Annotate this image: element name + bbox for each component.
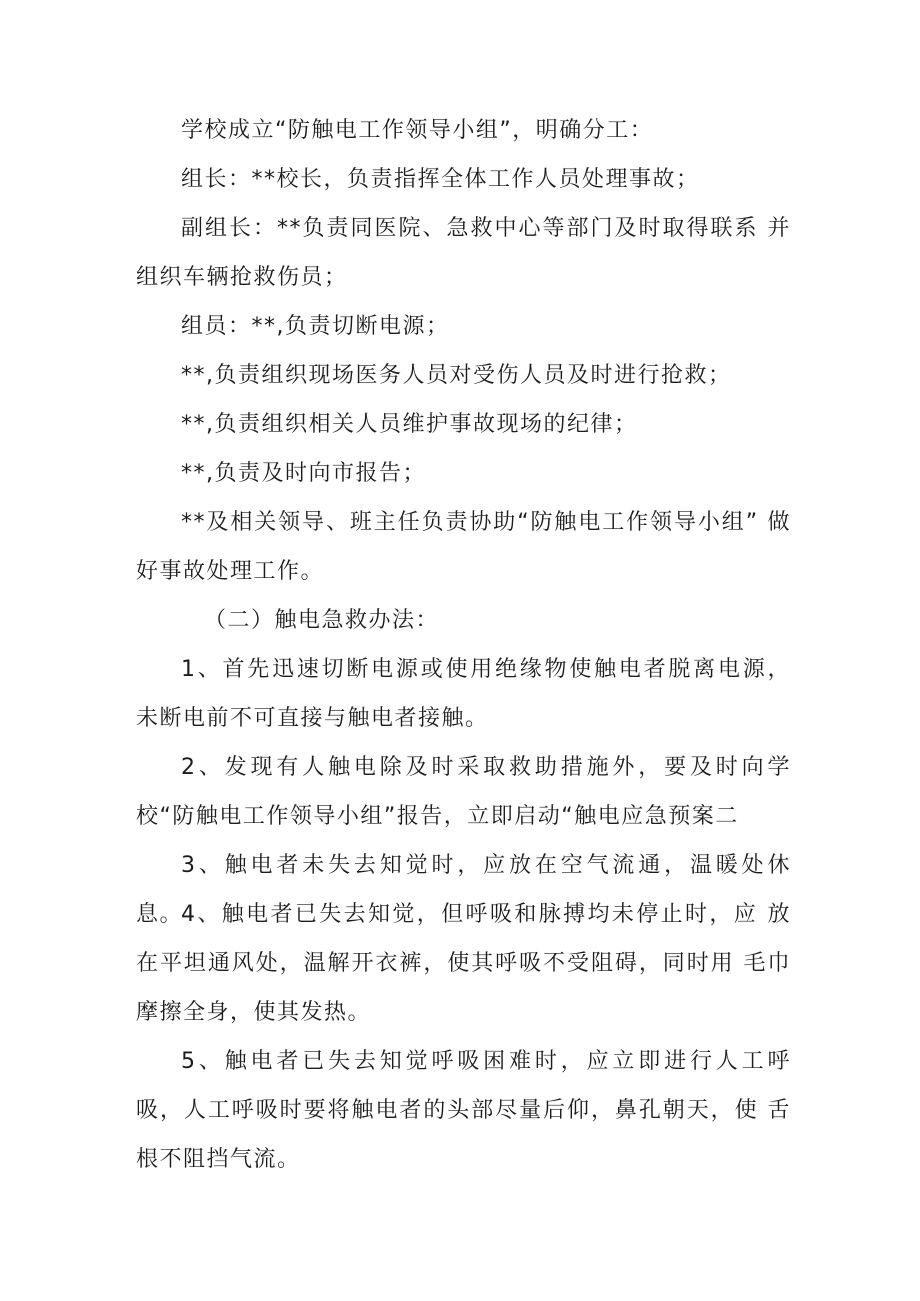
paragraph-member-power: 组员：**,负责切断电源； (181, 314, 450, 339)
paragraph-step-3: 3、触电者未失去知觉时，应放在空气流通，温暖处休 息。 (136, 853, 791, 927)
paragraph-group-leader: 组长：**校长，负责指挥全体工作人员处理事故； (181, 167, 700, 192)
paragraph-member-report: **,负责及时向市报告； (181, 461, 426, 486)
paragraph-step-5: 5、触电者已失去知觉呼吸困难时，应立即进行人工呼 吸，人工呼吸时要将触电者的头部尽量后仰，鼻孔朝天，使 舌根不阻挡气流。 (136, 1049, 791, 1172)
paragraph-deputy-leader: 副组长：**负责同医院、急救中心等部门及时取得联系 并组织车辆抢救伤员； (136, 216, 791, 290)
paragraph-member-rescue: **,负责组织现场医务人员对受伤人员及时进行抢救； (181, 363, 732, 388)
paragraph-step-2: 2、发现有人触电除及时采取救助措施外，要及时向学 校“防触电工作领导小组”报告，立即启动“触电应急预案二 (136, 755, 791, 829)
paragraph-step-1: 1、首先迅速切断电源或使用绝缘物使触电者脱离电源， 未断电前不可直接与触电者接触。 (136, 657, 791, 731)
paragraph-step-4: 4、触电者已失去知觉，但呼吸和脉搏均未停止时，应 放在平坦通风处，温解开衣裤，使其呼吸不受阻碍，同时用 毛巾摩擦全身，使其发热。 (136, 902, 791, 1025)
section-heading-first-aid: （二）触电急救办法： (204, 608, 440, 633)
paragraph-assist: **及相关领导、班主任负责协助“防触电工作领导小组” 做好事故处理工作。 (136, 510, 791, 584)
paragraph-leadership-group: 学校成立“防触电工作领导小组”，明确分工： (181, 118, 654, 143)
paragraph-member-discipline: **,负责组织相关人员维护事故现场的纪律； (181, 412, 638, 437)
